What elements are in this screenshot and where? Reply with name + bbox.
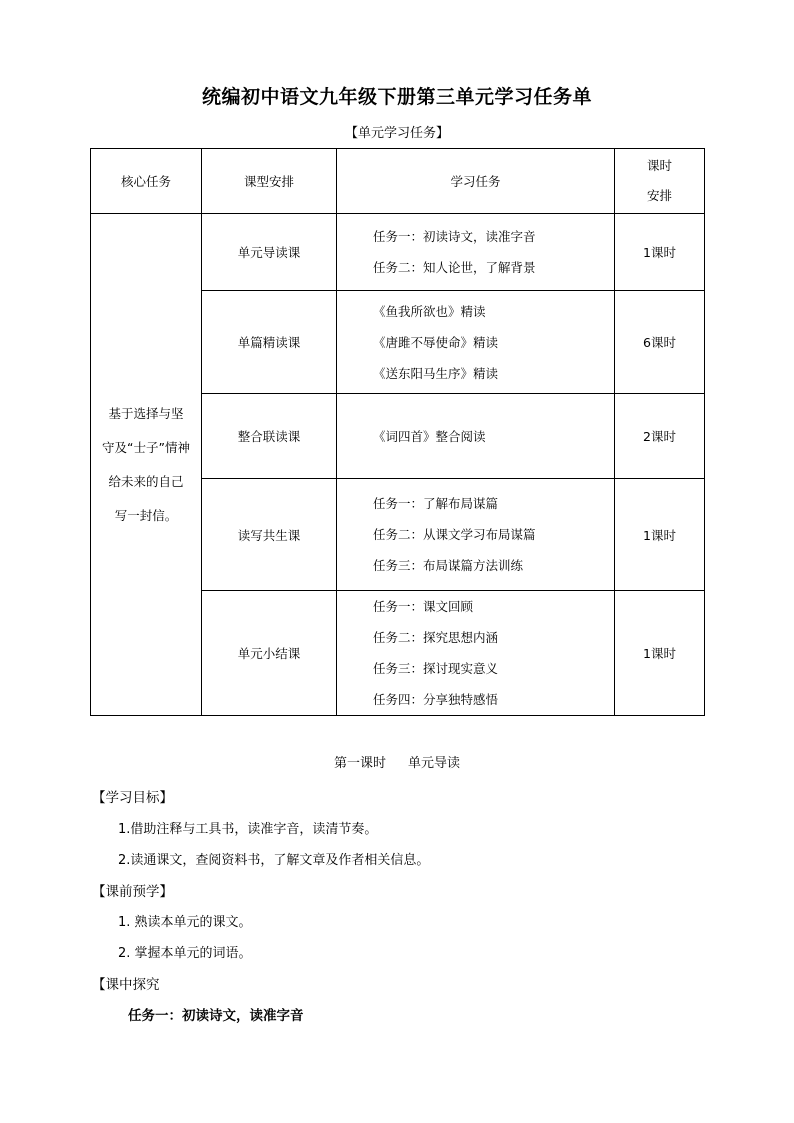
lesson-type-cell: 整合联读课 <box>202 394 337 479</box>
core-task-line: 守及“士子”情神 <box>102 439 190 455</box>
goal-item: 2.读通课文，查阅资料书，了解文章及作者相关信息。 <box>118 853 430 868</box>
preview-item: 2. 掌握本单元的词语。 <box>118 946 252 961</box>
lesson-number: 第一课时 <box>333 756 386 771</box>
tasks-cell <box>337 394 615 479</box>
core-task-line: 写一封信。 <box>114 507 178 523</box>
goals-heading: 【学习目标】 <box>92 790 173 806</box>
task-one-heading: 任务一：初读诗文，读准字音 <box>128 1008 304 1024</box>
table-header-row <box>91 149 705 214</box>
hours-cell: 1课时 <box>615 479 705 591</box>
lesson-type-cell: 单元小结课 <box>202 591 337 716</box>
table-caption: 【单元学习任务】 <box>344 126 449 141</box>
hours-cell: 1课时 <box>615 591 705 716</box>
header-lesson-type: 课型安排 <box>202 149 337 214</box>
task-line: 任务四：分享独特感悟 <box>373 692 499 707</box>
header-hours <box>615 149 705 214</box>
hours-cell: 6课时 <box>615 291 705 394</box>
lesson-name: 单元导读 <box>408 756 461 771</box>
core-task-line: 基于选择与坚 <box>108 405 184 421</box>
table-row <box>91 214 705 291</box>
header-hours-line2: 安排 <box>646 188 672 203</box>
lesson-type-cell: 读写共生课 <box>202 479 337 591</box>
header-core-task: 核心任务 <box>91 149 202 214</box>
header-hours-line1: 课时 <box>646 158 672 173</box>
tasks-cell <box>337 479 615 591</box>
task-line: 任务三：布局谋篇方法训练 <box>373 558 524 573</box>
task-line: 《鱼我所欲也》精读 <box>373 303 486 319</box>
explore-heading: 【课中探究 <box>92 977 160 993</box>
tasks-cell <box>337 591 615 716</box>
document-title: 统编初中语文九年级下册第三单元学习任务单 <box>201 86 592 108</box>
hours-cell: 1课时 <box>615 214 705 291</box>
unit-task-table <box>90 148 705 716</box>
task-line: 任务二：探究思想内涵 <box>373 630 499 645</box>
tasks-cell <box>337 291 615 394</box>
goal-item: 1.借助注释与工具书，读准字音，读清节奏。 <box>118 822 378 837</box>
hours-cell: 2课时 <box>615 394 705 479</box>
lesson-type-cell: 单篇精读课 <box>202 291 337 394</box>
task-line: 任务二：从课文学习布局谋篇 <box>373 527 536 542</box>
preview-item: 1. 熟读本单元的课文。 <box>118 915 252 930</box>
task-line: 任务三：探讨现实意义 <box>373 661 499 676</box>
task-line: 《词四首》整合阅读 <box>373 428 486 444</box>
task-line: 任务一：了解布局谋篇 <box>373 496 499 511</box>
lesson-type-cell: 单元导读课 <box>202 214 337 291</box>
lesson-title <box>0 752 794 771</box>
task-line: 任务一：课文回顾 <box>373 599 474 614</box>
task-line: 任务一：初读诗文，读准字音 <box>373 229 536 244</box>
task-line: 《唐雎不辱使命》精读 <box>373 334 499 350</box>
task-line: 《送东阳马生序》精读 <box>373 365 499 381</box>
task-line: 任务二：知人论世，了解背景 <box>373 260 536 275</box>
core-task-cell <box>91 214 202 716</box>
tasks-cell <box>337 214 615 291</box>
core-task-line: 给未来的自己 <box>108 473 184 489</box>
header-learning-task: 学习任务 <box>337 149 615 214</box>
preview-heading: 【课前预学】 <box>92 884 173 900</box>
